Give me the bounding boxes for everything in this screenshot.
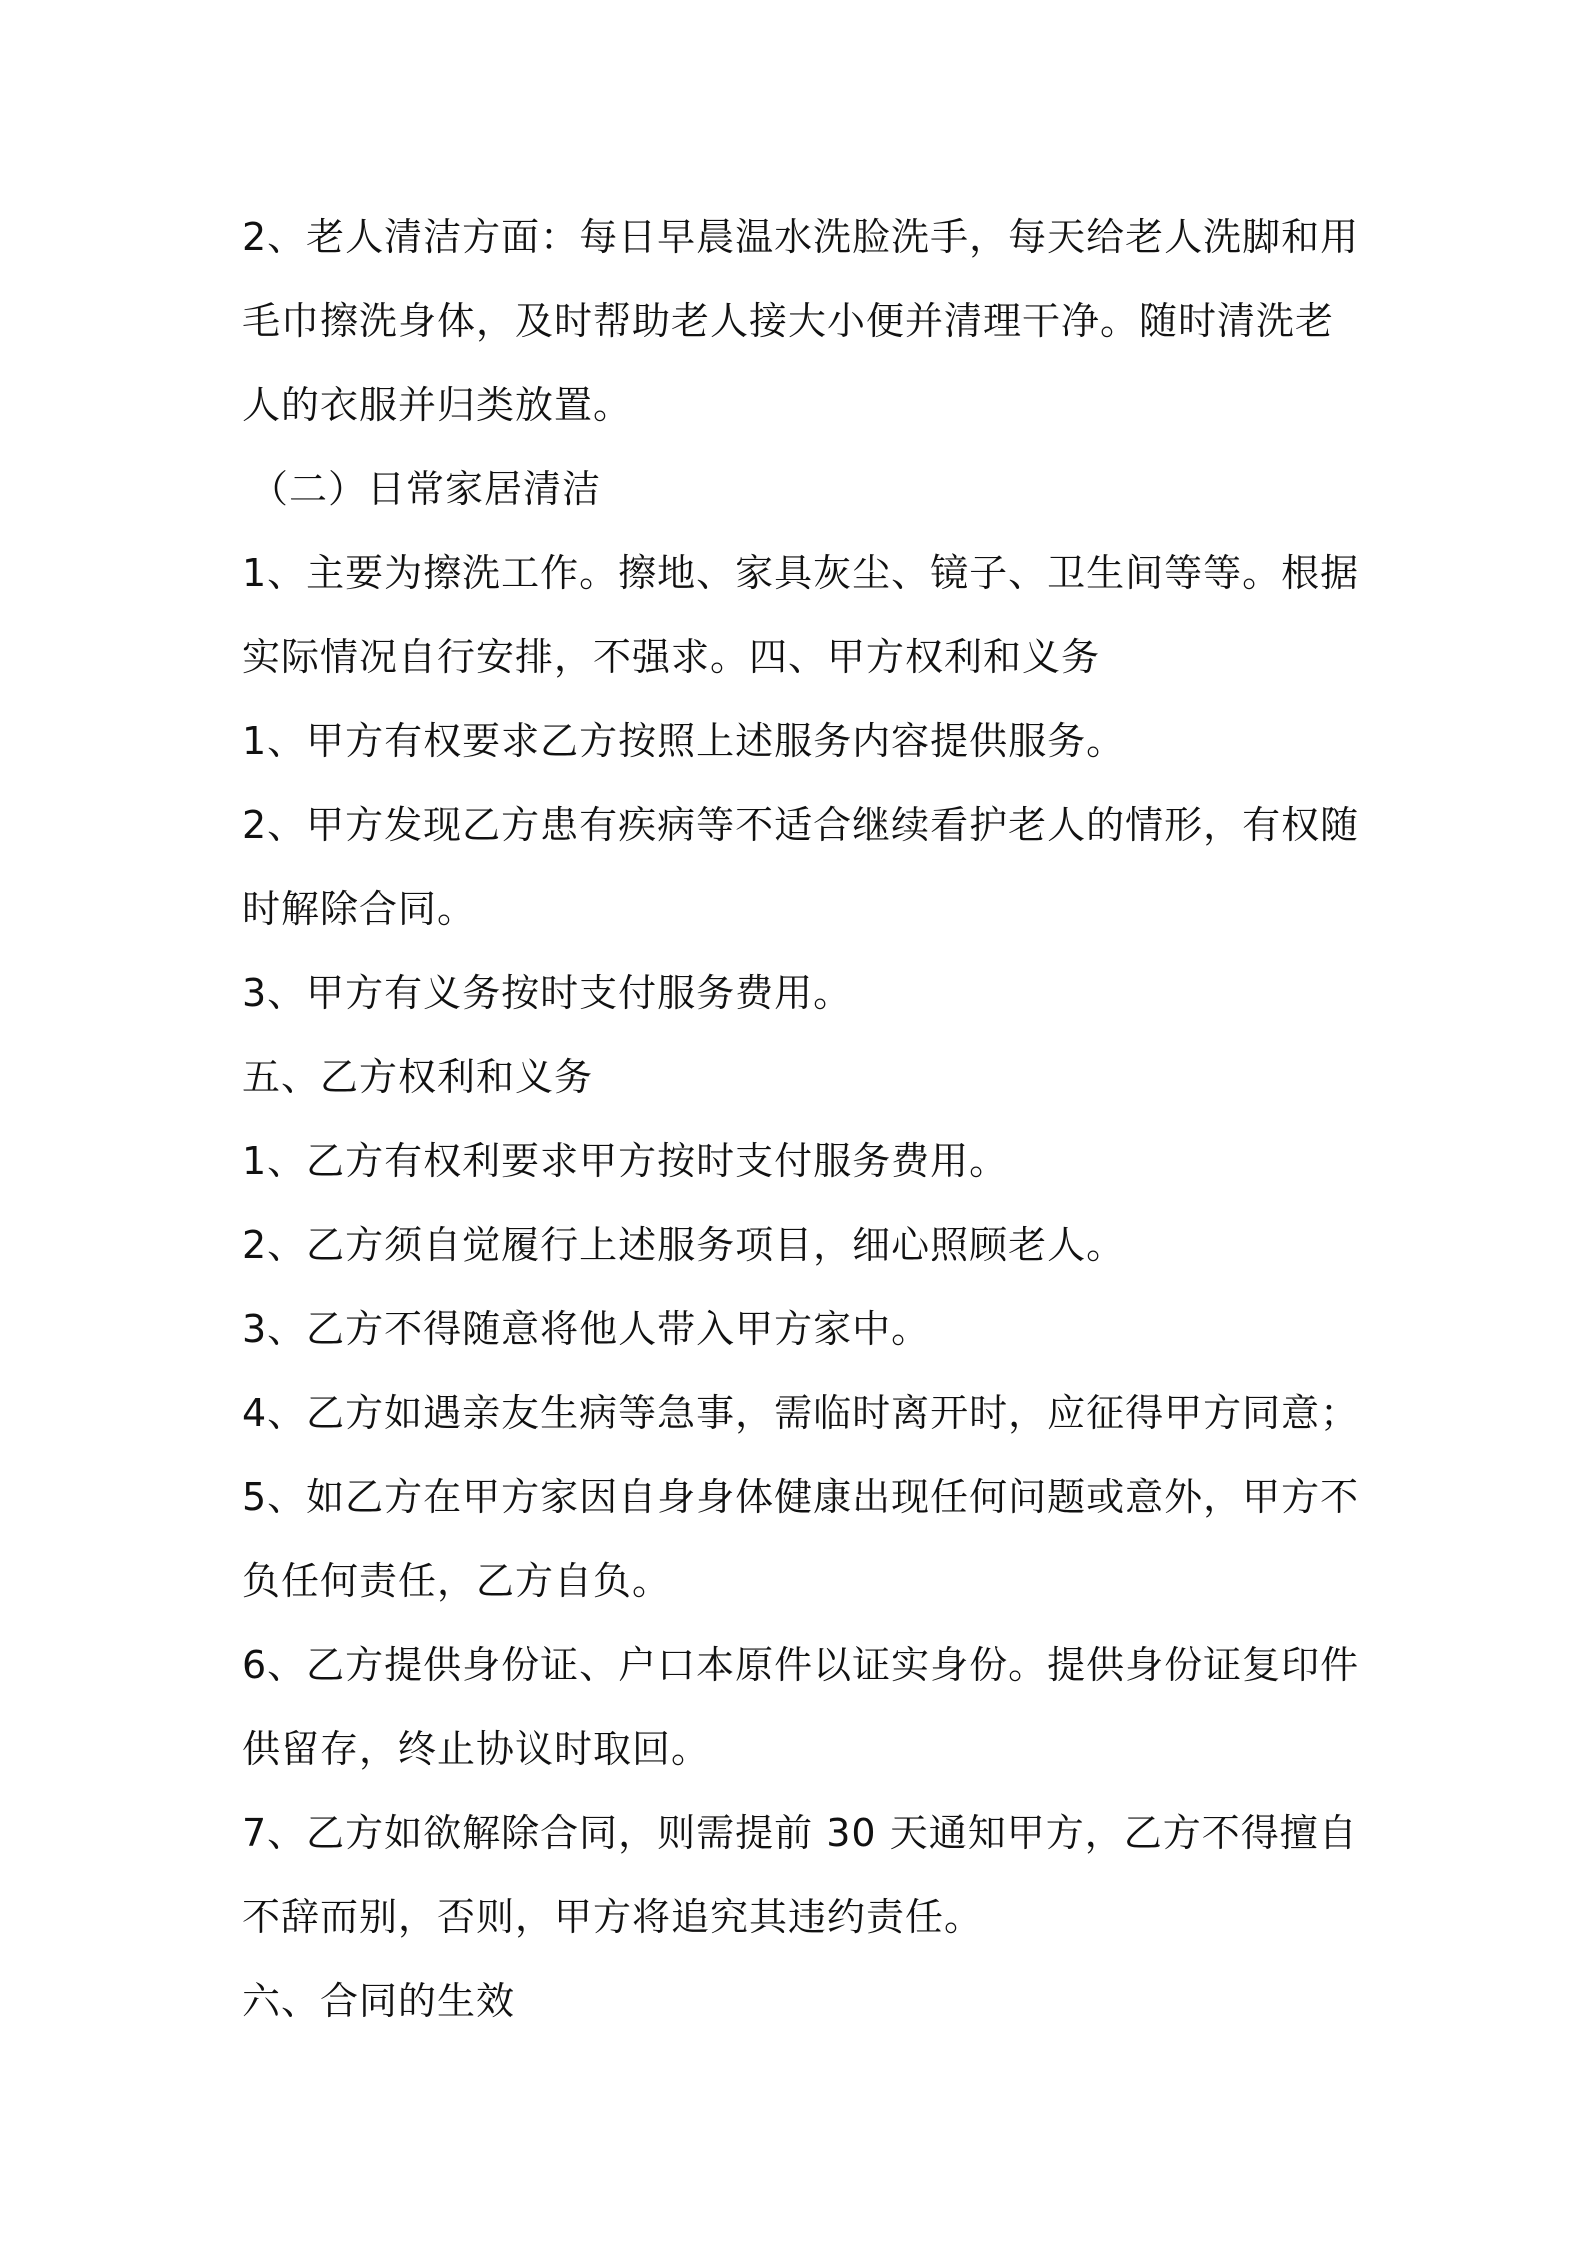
paragraph-party-a-right-1: 1、甲方有权要求乙方按照上述服务内容提供服务。 <box>242 719 1126 763</box>
paragraph-party-b-6: 6、乙方提供身份证、户口本原件以证实身份。提供身份证复印件供留存，终止协议时取回。 <box>242 1643 1360 1771</box>
paragraph-party-a-duty-3: 3、甲方有义务按时支付服务费用。 <box>242 971 853 1015</box>
paragraph-party-b-4: 4、乙方如遇亲友生病等急事，需临时离开时，应征得甲方同意； <box>242 1391 1360 1435</box>
paragraph-party-b-1: 1、乙方有权利要求甲方按时支付服务费用。 <box>242 1139 1009 1183</box>
section-heading-home-cleaning: （二）日常家居清洁 <box>250 467 602 511</box>
section-heading-party-b: 五、乙方权利和义务 <box>242 1055 594 1099</box>
paragraph-party-a-right-2: 2、甲方发现乙方患有疾病等不适合继续看护老人的情形，有权随时解除合同。 <box>242 803 1360 931</box>
document-body <box>242 195 1362 2043</box>
paragraph-party-b-2: 2、乙方须自觉履行上述服务项目，细心照顾老人。 <box>242 1223 1126 1267</box>
paragraph-wiping-work: 1、主要为擦洗工作。擦地、家具灰尘、镜子、卫生间等等。根据实际情况自行安排，不强求。四、甲方权利和义务 <box>242 551 1360 679</box>
paragraph-elder-cleaning: 2、老人清洁方面：每日早晨温水洗脸洗手，每天给老人洗脚和用毛巾擦洗身体，及时帮助老人接大小便并清理干净。随时清洗老人的衣服并归类放置。 <box>242 215 1360 427</box>
section-heading-contract-effect: 六、合同的生效 <box>242 1979 516 2023</box>
paragraph-party-b-7: 7、乙方如欲解除合同，则需提前 30 天通知甲方，乙方不得擅自不辞而别，否则，甲方将追究其违约责任。 <box>242 1811 1358 1939</box>
paragraph-party-b-3: 3、乙方不得随意将他人带入甲方家中。 <box>242 1307 931 1351</box>
paragraph-party-b-5: 5、如乙方在甲方家因自身身体健康出现任何问题或意外，甲方不负任何责任，乙方自负。 <box>242 1475 1360 1603</box>
